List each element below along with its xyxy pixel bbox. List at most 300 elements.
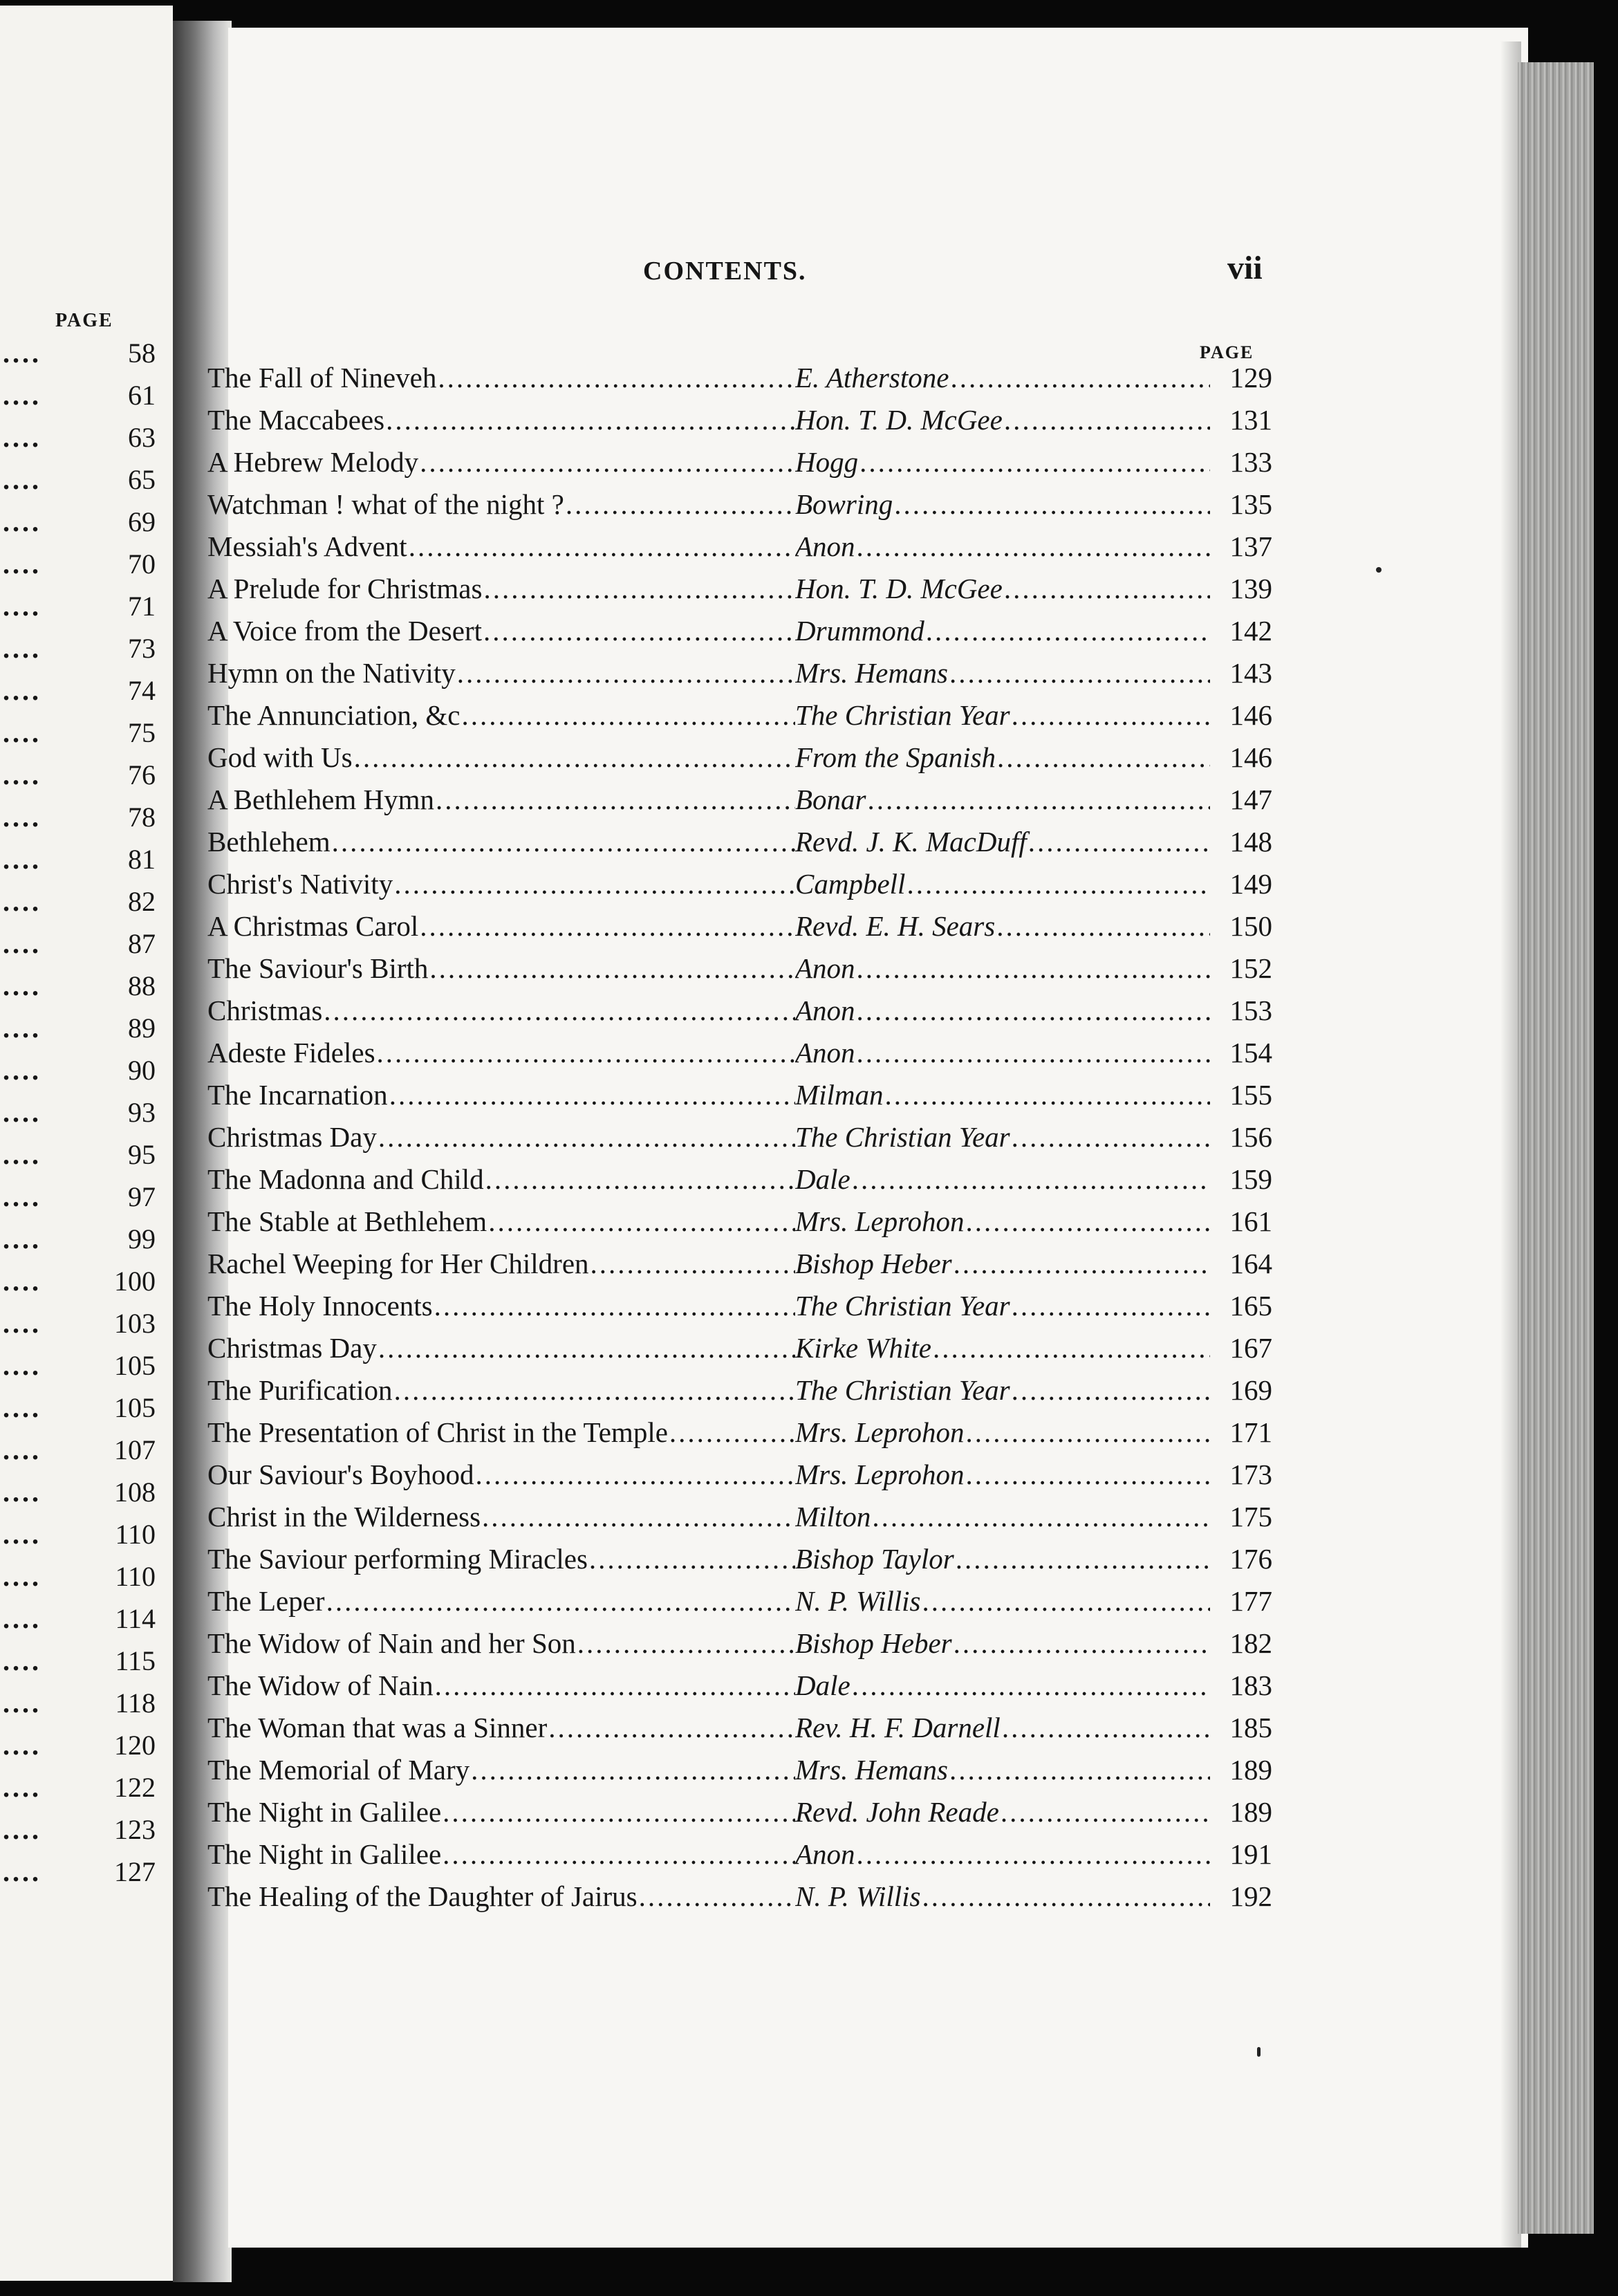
entry-title: The Maccabees (207, 404, 385, 436)
leader-dots (407, 530, 795, 563)
entry-title: Christ's Nativity (207, 868, 393, 900)
leader-dots: .... (3, 1687, 41, 1719)
leader-dots: .... (3, 548, 41, 580)
leader-dots (589, 1247, 795, 1280)
toc-entry (207, 864, 1272, 903)
leader-dots: .... (3, 801, 41, 833)
leader-dots (487, 1205, 795, 1238)
leader-dots (436, 361, 795, 394)
entry-author: Mrs. Hemans (795, 1754, 948, 1786)
leader-dots: .... (3, 1813, 41, 1845)
left-page-row (0, 1264, 156, 1297)
entry-title: The Woman that was a Sinner (207, 1712, 548, 1743)
left-page-row (0, 1728, 156, 1761)
entry-page: 191 (1229, 1838, 1272, 1870)
entry-author: Revd. E. H. Sears (795, 910, 996, 942)
leader-dots (325, 1584, 795, 1618)
leader-dots (1010, 1373, 1210, 1407)
toc-entry (207, 1286, 1272, 1325)
entry-author: Anon (795, 952, 855, 984)
left-page-number: 122 (114, 1771, 156, 1803)
leader-dots (952, 1627, 1210, 1660)
entry-title: The Purification (207, 1374, 393, 1406)
entry-page: 155 (1229, 1079, 1272, 1111)
leader-dots: .... (3, 674, 41, 706)
left-page-number: 99 (128, 1223, 156, 1255)
leader-dots (1001, 1711, 1210, 1744)
leader-dots (469, 1753, 795, 1786)
entry-author: E. Atherstone (795, 362, 949, 394)
toc-entry (207, 696, 1272, 734)
left-page-number: 78 (128, 801, 156, 833)
leader-dots (441, 1837, 795, 1871)
left-page-row (0, 631, 156, 665)
entry-title: The Holy Innocents (207, 1290, 433, 1322)
leader-dots (576, 1627, 795, 1660)
leader-dots: .... (3, 1771, 41, 1803)
toc-entry (207, 822, 1272, 861)
toc-entry (207, 1624, 1272, 1663)
toc-entry (207, 485, 1272, 524)
entry-page: 146 (1229, 741, 1272, 773)
entry-title: The Widow of Nain and her Son (207, 1627, 576, 1659)
entry-author: Kirke White (795, 1332, 931, 1364)
leader-dots (456, 656, 795, 689)
left-page-row (0, 1433, 156, 1466)
entry-title: A Prelude for Christmas (207, 573, 483, 604)
leader-dots (921, 1584, 1210, 1618)
leader-dots (905, 867, 1210, 900)
left-page-row (0, 716, 156, 749)
entry-page: 175 (1229, 1501, 1272, 1533)
left-page-number: 81 (128, 843, 156, 875)
toc-entry (207, 1750, 1272, 1789)
leader-dots (384, 403, 795, 436)
entry-title: Watchman ! what of the night ? (207, 488, 564, 520)
toc-entry (207, 907, 1272, 945)
entry-page: 189 (1229, 1796, 1272, 1828)
leader-dots (353, 741, 795, 774)
left-page-number: 90 (128, 1054, 156, 1086)
entry-author: Milman (795, 1079, 884, 1111)
entry-title: The Healing of the Daughter of Jairus (207, 1880, 638, 1912)
left-page-number: 95 (128, 1138, 156, 1170)
left-page-number: 73 (128, 632, 156, 664)
toc-entry (207, 738, 1272, 777)
leader-dots (1027, 825, 1210, 858)
left-page-number: 123 (114, 1813, 156, 1845)
entry-author: Mrs. Leprohon (795, 1205, 965, 1237)
leader-dots (995, 909, 1210, 943)
entry-title: The Stable at Bethlehem (207, 1205, 487, 1237)
left-page-number: 65 (128, 463, 156, 495)
leader-dots: .... (3, 885, 41, 917)
toc-entry (207, 1497, 1272, 1536)
left-page-row (0, 1855, 156, 1888)
leader-dots (1003, 403, 1210, 436)
entry-author: Dale (795, 1669, 850, 1701)
entry-author: Rev. H. F. Darnell (795, 1712, 1001, 1743)
entry-page: 137 (1229, 530, 1272, 562)
leader-dots (949, 361, 1210, 394)
entry-page: 153 (1229, 994, 1272, 1026)
toc-entry (207, 780, 1272, 819)
leader-dots (855, 1036, 1210, 1069)
left-page-number: 127 (114, 1855, 156, 1887)
leader-dots (377, 1331, 795, 1364)
entry-page: 143 (1229, 657, 1272, 689)
leader-dots (547, 1711, 795, 1744)
entry-page: 135 (1229, 488, 1272, 520)
entry-author: Anon (795, 1037, 855, 1068)
left-page (0, 6, 173, 2281)
entry-title: Christmas Day (207, 1332, 377, 1364)
left-page-row (0, 1391, 156, 1424)
entry-author: Dale (795, 1163, 850, 1195)
entry-author: The Christian Year (795, 699, 1010, 731)
leader-dots (482, 572, 795, 605)
leader-dots: .... (3, 716, 41, 748)
left-page-row (0, 885, 156, 918)
left-page-row (0, 1180, 156, 1213)
entry-author: From the Spanish (795, 741, 996, 773)
leader-dots (481, 1500, 795, 1533)
leader-dots (924, 614, 1210, 647)
leader-dots (1010, 1120, 1210, 1154)
entry-title: The Night in Galilee (207, 1838, 442, 1870)
entry-author: Mrs. Leprohon (795, 1416, 965, 1448)
entry-title: The Presentation of Christ in the Temple (207, 1416, 668, 1448)
left-page-row (0, 842, 156, 876)
leader-dots (866, 783, 1211, 816)
entry-title: God with Us (207, 741, 353, 773)
entry-page: 167 (1229, 1332, 1272, 1364)
left-page-number: 75 (128, 716, 156, 748)
toc-entry (207, 443, 1272, 481)
entry-page: 177 (1229, 1585, 1272, 1617)
left-page-row (0, 1602, 156, 1635)
entry-author: Mrs. Hemans (795, 657, 948, 689)
left-page-row (0, 1475, 156, 1508)
leader-dots (461, 698, 796, 732)
entry-title: Adeste Fideles (207, 1037, 375, 1068)
leader-dots (331, 825, 795, 858)
leader-dots: .... (3, 421, 41, 453)
entry-page: 171 (1229, 1416, 1272, 1448)
leader-dots (434, 783, 795, 816)
leader-dots (433, 1289, 795, 1322)
leader-dots (858, 445, 1210, 479)
entry-page: 152 (1229, 952, 1272, 984)
left-page-number: 74 (128, 674, 156, 706)
left-page-number: 93 (128, 1096, 156, 1128)
entry-title: Christmas (207, 994, 323, 1026)
leader-dots: .... (3, 1265, 41, 1297)
leader-dots (484, 1163, 795, 1196)
entry-title: The Memorial of Mary (207, 1754, 470, 1786)
leader-dots (996, 741, 1210, 774)
entry-page: 146 (1229, 699, 1272, 731)
leader-dots (428, 952, 795, 985)
leader-dots (952, 1247, 1210, 1280)
entry-author: Hon. T. D. McGee (795, 573, 1003, 604)
left-page-row (0, 336, 156, 369)
left-page-row (0, 1517, 156, 1550)
page-title: CONTENTS. (643, 257, 807, 286)
entry-page: 192 (1229, 1880, 1272, 1912)
entry-author: Anon (795, 1838, 855, 1870)
leader-dots (388, 1078, 795, 1111)
leader-dots: .... (3, 379, 41, 411)
entry-title: Christmas Day (207, 1121, 377, 1153)
entry-page: 182 (1229, 1627, 1272, 1659)
entry-page: 154 (1229, 1037, 1272, 1068)
left-page-row (0, 1813, 156, 1846)
entry-page: 150 (1229, 910, 1272, 942)
toc-entry (207, 1244, 1272, 1283)
entry-author: Bonar (795, 784, 866, 815)
entry-title: The Incarnation (207, 1079, 388, 1111)
left-page-number: 105 (114, 1349, 156, 1381)
toc-entry (207, 1033, 1272, 1072)
leader-dots (482, 614, 795, 647)
entry-title: Christ in the Wilderness (207, 1501, 481, 1533)
leader-dots: .... (3, 1349, 41, 1381)
left-page-number: 103 (114, 1307, 156, 1339)
toc-entry (207, 1666, 1272, 1705)
toc-entry (207, 527, 1272, 566)
toc-entry (207, 1877, 1272, 1916)
entry-title: The Saviour performing Miracles (207, 1543, 588, 1575)
left-page-column-label: PAGE (55, 310, 113, 331)
entry-author: Bishop Heber (795, 1627, 952, 1659)
leader-dots (948, 1753, 1210, 1786)
entry-author: N. P. Willis (795, 1880, 921, 1912)
entry-author: N. P. Willis (795, 1585, 921, 1617)
leader-dots: .... (3, 1518, 41, 1550)
leader-dots (855, 1837, 1210, 1871)
left-page-number: 108 (114, 1476, 156, 1508)
leader-dots (588, 1542, 795, 1575)
leader-dots (375, 1036, 795, 1069)
leader-dots (474, 1458, 796, 1491)
leader-dots (871, 1500, 1210, 1533)
entry-author: Anon (795, 994, 855, 1026)
leader-dots (393, 1373, 795, 1407)
left-page-number: 110 (115, 1518, 156, 1550)
left-page-row (0, 1053, 156, 1086)
left-page-row (0, 758, 156, 791)
entry-title: Our Saviour's Boyhood (207, 1459, 474, 1490)
toc-entry (207, 949, 1272, 988)
entry-title: The Leper (207, 1585, 325, 1617)
toc-entry (207, 654, 1272, 692)
left-page-row (0, 674, 156, 707)
toc-entry (207, 400, 1272, 439)
left-page-row (0, 1770, 156, 1804)
entry-page: 148 (1229, 826, 1272, 858)
entry-title: A Hebrew Melody (207, 446, 419, 478)
left-page-number: 97 (128, 1181, 156, 1212)
left-page-number: 58 (128, 337, 156, 369)
leader-dots: .... (3, 1012, 41, 1044)
toc-column-label: PAGE (1200, 342, 1254, 362)
left-page-number: 115 (115, 1645, 156, 1676)
toc-entry (207, 1539, 1272, 1578)
entry-author: The Christian Year (795, 1290, 1010, 1322)
left-page-number: 88 (128, 970, 156, 1001)
toc-entry (207, 1582, 1272, 1620)
leader-dots: .... (3, 506, 41, 537)
left-page-number: 89 (128, 1012, 156, 1044)
entry-title: A Bethlehem Hymn (207, 784, 434, 815)
entry-page: 147 (1229, 784, 1272, 815)
leader-dots: .... (3, 1096, 41, 1128)
leader-dots: .... (3, 1138, 41, 1170)
toc-entry (207, 1708, 1272, 1747)
entry-author: The Christian Year (795, 1374, 1010, 1406)
left-page-row (0, 1559, 156, 1593)
leader-dots (1010, 698, 1210, 732)
leader-dots: .... (3, 1054, 41, 1086)
left-page-row (0, 378, 156, 411)
entry-title: Bethlehem (207, 826, 331, 858)
leader-dots (855, 530, 1210, 563)
toc-entry (207, 611, 1272, 650)
leader-dots (948, 656, 1210, 689)
leader-dots: .... (3, 1645, 41, 1676)
leader-dots (965, 1458, 1211, 1491)
entry-title: A Christmas Carol (207, 910, 419, 942)
leader-dots (564, 488, 795, 521)
entry-title: The Widow of Nain (207, 1669, 434, 1701)
entry-author: Anon (795, 530, 855, 562)
entry-page: 165 (1229, 1290, 1272, 1322)
entry-page: 156 (1229, 1121, 1272, 1153)
left-page-number: 82 (128, 885, 156, 917)
leader-dots (434, 1669, 795, 1702)
left-page-row (0, 463, 156, 496)
entry-page: 131 (1229, 404, 1272, 436)
entry-title: The Annunciation, &c (207, 699, 461, 731)
leader-dots (393, 867, 795, 900)
leader-dots: .... (3, 759, 41, 790)
ink-speck (1376, 567, 1382, 573)
leader-dots (638, 1880, 795, 1913)
leader-dots: .... (3, 927, 41, 959)
left-page-number: 110 (115, 1560, 156, 1592)
toc-entry (207, 1371, 1272, 1409)
leader-dots (931, 1331, 1210, 1364)
left-page-number: 100 (114, 1265, 156, 1297)
leader-dots: .... (3, 1560, 41, 1592)
left-page-row (0, 589, 156, 622)
entry-author: The Christian Year (795, 1121, 1010, 1153)
leader-dots (965, 1416, 1211, 1449)
leader-dots (999, 1795, 1210, 1829)
entry-page: 142 (1229, 615, 1272, 647)
left-page-number: 114 (115, 1602, 156, 1634)
entry-title: The Night in Galilee (207, 1796, 442, 1828)
leader-dots: .... (3, 1307, 41, 1339)
entry-page: 189 (1229, 1754, 1272, 1786)
left-page-number: 107 (114, 1434, 156, 1465)
left-page-row (0, 1011, 156, 1044)
toc-entry (207, 1455, 1272, 1494)
leader-dots (893, 488, 1210, 521)
leader-dots: .... (3, 1223, 41, 1255)
left-page-row (0, 800, 156, 833)
left-page-row (0, 1138, 156, 1171)
leader-dots (954, 1542, 1210, 1575)
entry-title: Messiah's Advent (207, 530, 407, 562)
leader-dots (1003, 572, 1210, 605)
leader-dots (884, 1078, 1210, 1111)
left-page-number: 87 (128, 927, 156, 959)
leader-dots: .... (3, 1181, 41, 1212)
entry-page: 149 (1229, 868, 1272, 900)
page-edges (1518, 62, 1594, 2234)
leader-dots: .... (3, 1476, 41, 1508)
leader-dots (668, 1416, 795, 1449)
leader-dots: .... (3, 590, 41, 622)
toc-entry (207, 991, 1272, 1030)
entry-page: 185 (1229, 1712, 1272, 1743)
entry-title: The Madonna and Child (207, 1163, 484, 1195)
left-page-number: 69 (128, 506, 156, 537)
toc-entry (207, 1328, 1272, 1367)
leader-dots (1010, 1289, 1210, 1322)
toc-entry (207, 1118, 1272, 1156)
leader-dots: .... (3, 1391, 41, 1423)
left-page-number: 118 (115, 1687, 156, 1719)
left-page-number: 63 (128, 421, 156, 453)
entry-page: 164 (1229, 1248, 1272, 1279)
leader-dots: .... (3, 1729, 41, 1761)
entry-author: Hogg (795, 446, 859, 478)
entry-title: The Fall of Nineveh (207, 362, 437, 394)
leader-dots: .... (3, 463, 41, 495)
leader-dots: .... (3, 843, 41, 875)
leader-dots (418, 445, 795, 479)
leader-dots (377, 1120, 795, 1154)
left-page-row (0, 1095, 156, 1129)
left-page-row (0, 1222, 156, 1255)
toc-entry (207, 1075, 1272, 1114)
leader-dots: .... (3, 632, 41, 664)
leader-dots (850, 1163, 1210, 1196)
entry-title: A Voice from the Desert (207, 615, 483, 647)
entry-title: The Saviour's Birth (207, 952, 429, 984)
entry-author: Bishop Taylor (795, 1543, 954, 1575)
entry-title: Rachel Weeping for Her Children (207, 1248, 589, 1279)
entry-author: Milton (795, 1501, 871, 1533)
leader-dots: .... (3, 1602, 41, 1634)
toc-entry (207, 1160, 1272, 1198)
entry-author: Revd. J. K. MacDuff (795, 826, 1027, 858)
entry-author: Drummond (795, 615, 924, 647)
leader-dots (441, 1795, 795, 1829)
entry-page: 169 (1229, 1374, 1272, 1406)
toc-entry (207, 1202, 1272, 1241)
entry-author: Mrs. Leprohon (795, 1459, 965, 1490)
entry-title: Hymn on the Nativity (207, 657, 456, 689)
leader-dots (855, 952, 1210, 985)
entry-page: 176 (1229, 1543, 1272, 1575)
left-page-row (0, 969, 156, 1002)
entry-author: Revd. John Reade (795, 1796, 999, 1828)
toc-entry (207, 1835, 1272, 1873)
